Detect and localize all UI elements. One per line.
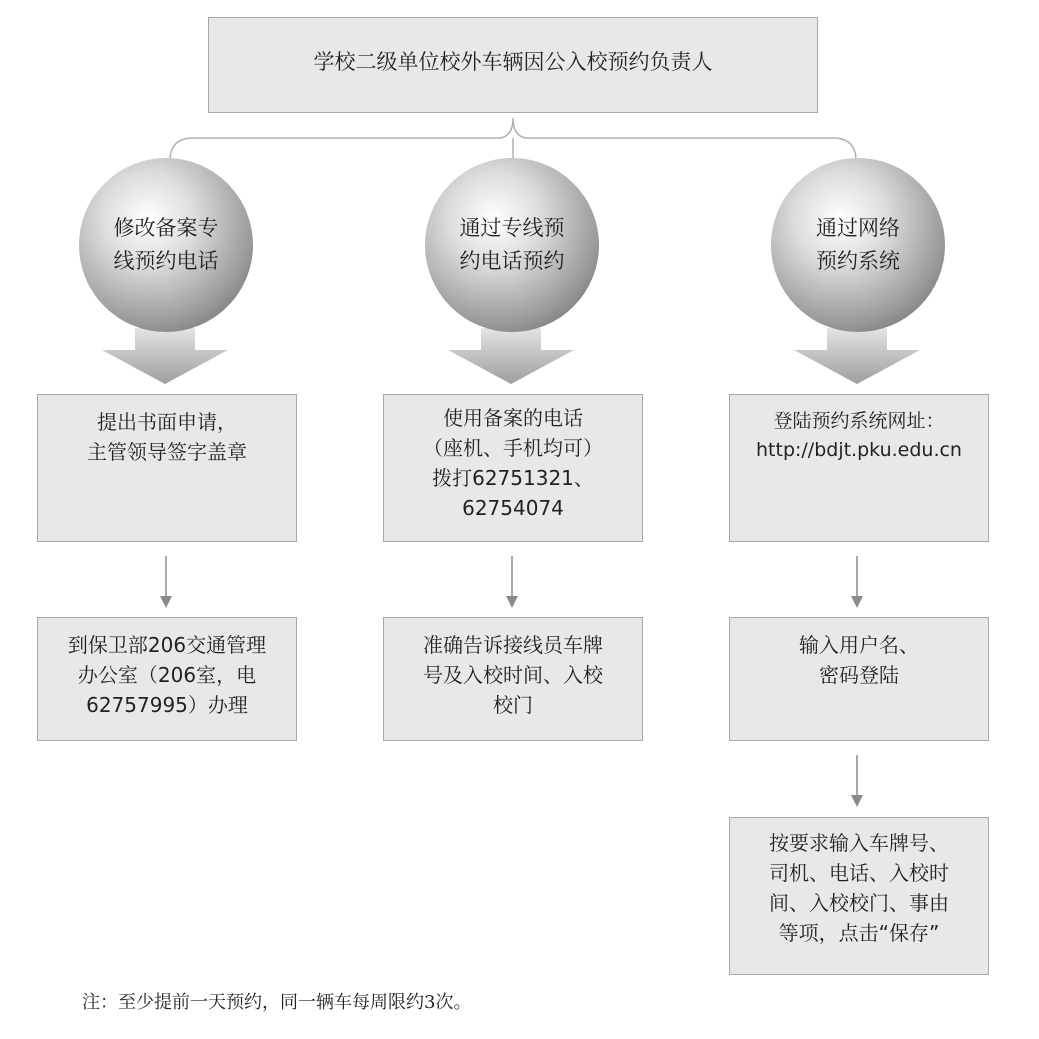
circle-label-online-booking: 通过网络 预约系统	[816, 216, 900, 273]
chevron-arrow	[794, 328, 920, 384]
step-text: 准确告诉接线员车牌 号及入校时间、入校 校门	[423, 633, 603, 717]
step-box-fill-details	[729, 817, 989, 975]
chevron-arrow	[448, 328, 574, 384]
step-box-security-office	[37, 617, 297, 741]
chevron-arrow	[102, 328, 228, 384]
circle-label-modify-hotline: 修改备案专 线预约电话	[113, 216, 219, 273]
step-text: 到保卫部206交通管理 办公室（206室，电 62757995）办理	[67, 633, 267, 717]
step-box-username-password	[729, 617, 989, 741]
down-arrow	[851, 755, 863, 807]
step-box-tell-operator	[383, 617, 643, 741]
brace-connector	[170, 118, 856, 160]
step-text: 按要求输入车牌号、 司机、电话、入校时 间、入校校门、事由 等项，点击“保存”	[769, 831, 949, 945]
step-text: 输入用户名、 密码登陆	[799, 633, 919, 687]
step-text: 使用备案的电话 （座机、手机均可） 拨打62751321、 62754074	[423, 406, 603, 520]
step-text: 登陆预约系统网址： http://bdjt.pku.edu.cn	[756, 410, 962, 461]
down-arrow	[851, 556, 863, 608]
step-box-login-site	[729, 394, 989, 542]
step-box-call-hotline	[383, 394, 643, 542]
down-arrow	[160, 556, 172, 608]
responsible-party-box	[208, 17, 818, 113]
down-arrow	[506, 556, 518, 608]
circle-label-hotline-booking: 通过专线预 约电话预约	[459, 216, 565, 273]
responsible-party-title: 学校二级单位校外车辆因公入校预约负责人	[313, 50, 713, 74]
step-box-written-application	[37, 394, 297, 542]
footnote: 注：至少提前一天预约，同一辆车每周限约3次。	[82, 992, 472, 1013]
step-text: 提出书面申请， 主管领导签字盖章	[87, 410, 247, 464]
